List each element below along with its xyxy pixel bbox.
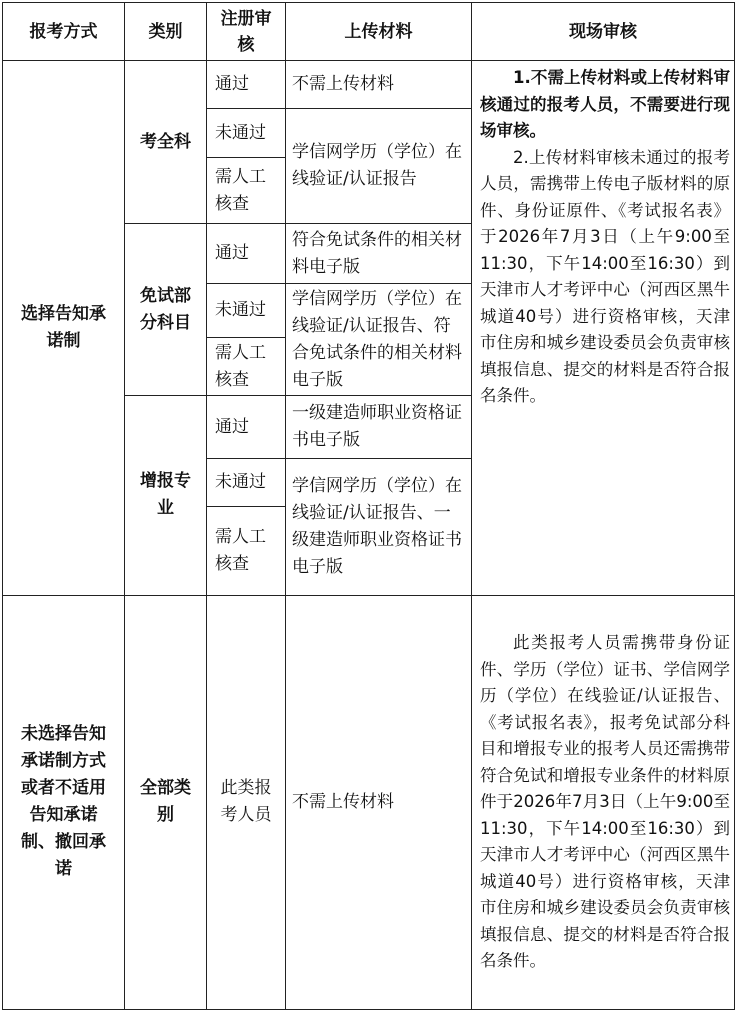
status-failed: 未通过 (207, 284, 286, 338)
status-failed: 未通过 (207, 109, 286, 158)
method-cell-commitment: 选择告知承诺制 (3, 61, 125, 595)
header-method: 报考方式 (3, 3, 125, 61)
onsite-paragraph: 此类报考人员需携带身份证件、学历（学位）证书、学信网学历（学位）在线验证/认证报告、《考试报名表》，报考免试部分科目和增报专业的报考人员还需携带符合免试和增报专业条件的材料原件于2026年7月3日（上午9:00至11:30，下午14:00至16:30）到天津市人才考评中心（河西区黑牛城道40号）进行资格审核，天津市住房和城乡建设委员会负责审核填报信息、提交的材料是否符合报名条件。 (480, 633, 730, 971)
material-cell: 一级建造师职业资格证书电子版 (286, 396, 472, 459)
material-cell: 学信网学历（学位）在线验证/认证报告 (286, 109, 472, 224)
material-cell: 不需上传材料 (286, 595, 472, 1009)
onsite-paragraph-1: 1.不需上传材料或上传材料审核通过的报考人员，不需要进行现场审核。 (480, 68, 730, 141)
onsite-review-cell-no-commitment (472, 595, 735, 1009)
method-cell-no-commitment: 未选择告知承诺制方式或者不适用告知承诺制、撤回承诺 (3, 595, 125, 1009)
onsite-paragraph-2: 2.上传材料审核未通过的报考人员，需携带上传电子版材料的原件、身份证原件、《考试报名表》于2026年7月3日（上午9:00至11:30，下午14:00至16:30）到天津市人才考评中心（河西区黑牛城道40号）进行资格审核，天津市住房和城乡建设委员会负责审核填报信息、提交的材料是否符合报名条件。 (480, 147, 730, 406)
onsite-review-cell-commitment (472, 61, 735, 595)
material-cell: 学信网学历（学位）在线验证/认证报告、符合免试条件的相关材料电子版 (286, 284, 472, 396)
status-manual: 需人工核查 (207, 158, 286, 224)
status-passed: 通过 (207, 396, 286, 459)
category-cell-additional: 增报专业 (125, 396, 207, 595)
category-cell-full: 考全科 (125, 61, 207, 224)
header-registration-review: 注册审核 (207, 3, 286, 61)
category-cell-all: 全部类别 (125, 595, 207, 1009)
header-upload-materials: 上传材料 (286, 3, 472, 61)
status-manual: 需人工核查 (207, 338, 286, 396)
status-failed: 未通过 (207, 459, 286, 507)
material-cell: 学信网学历（学位）在线验证/认证报告、一级建造师职业资格证书电子版 (286, 459, 472, 595)
status-manual: 需人工核查 (207, 507, 286, 595)
category-cell-exempt: 免试部分科目 (125, 224, 207, 396)
header-row (3, 3, 735, 61)
status-passed: 通过 (207, 224, 286, 284)
exam-review-table (2, 2, 735, 1010)
header-category: 类别 (125, 3, 207, 61)
table-row (3, 61, 735, 109)
status-passed: 通过 (207, 61, 286, 109)
registration-cell: 此类报考人员 (207, 595, 286, 1009)
table-row (3, 595, 735, 1009)
header-onsite-review: 现场审核 (472, 3, 735, 61)
material-cell: 不需上传材料 (286, 61, 472, 109)
material-cell: 符合免试条件的相关材料电子版 (286, 224, 472, 284)
